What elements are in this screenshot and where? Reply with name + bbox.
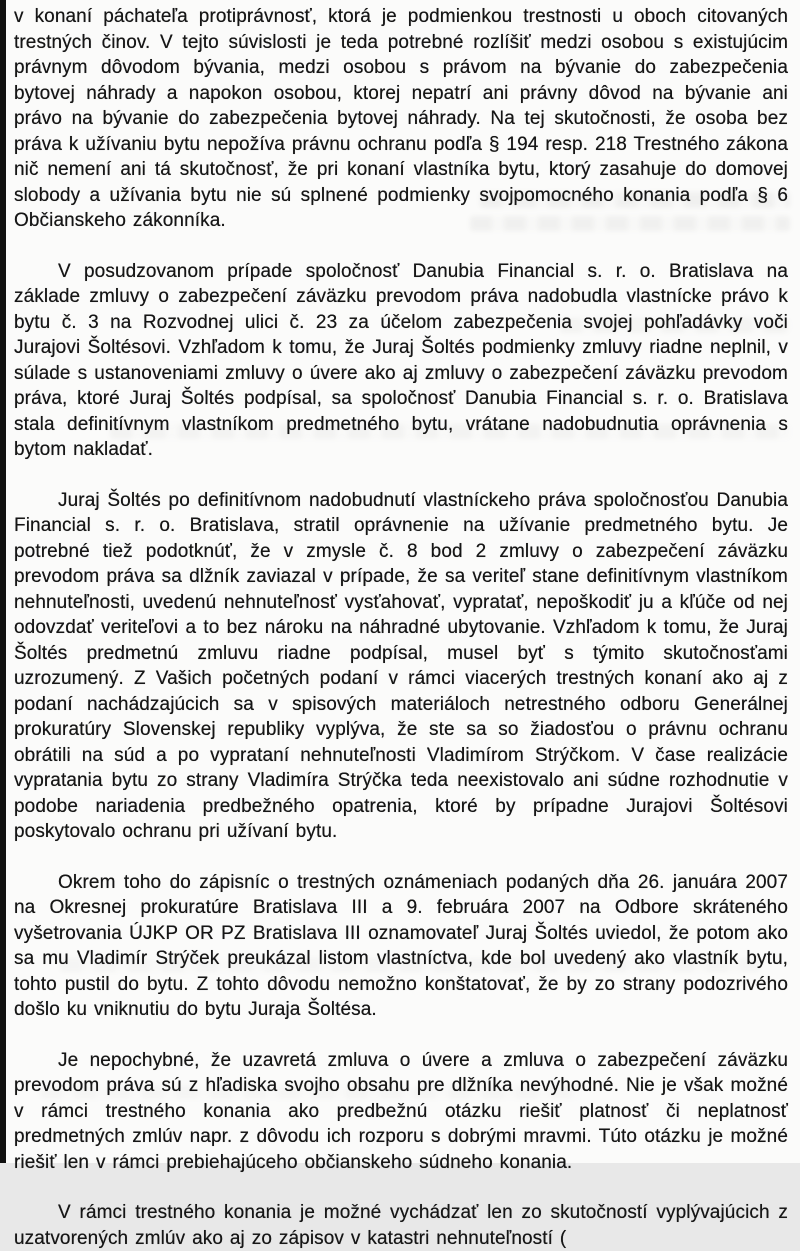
paragraph: V posudzovanom prípade spoločnosť Danubia Financial s. r. o. Bratislava na základe zmluvy o zabezpečení záväzku prevodom práva nadobudla vlastnícke právo k bytu č. 3 na Rozvodnej ulici č. 23 za účelom zabezpečenia svojej pohľadávky voči Jurajovi Šoltésovi. Vzhľadom k tomu, že Juraj Šoltés podmienky zmluvy riadne neplnil, v súlade s ustanoveniami zmluvy o úvere ako aj zmluvy o zabezpečení záväzku prevodom práva, ktoré Juraj Šoltés podpísal, sa spoločnosť Danubia Financial s. r. o. Bratislava stala definitívnym vlastníkom predmetného bytu, vrátane nadobudnutia oprávnenia s bytom nakladať. xyxy=(14,260,788,460)
document-body xyxy=(14,4,788,1251)
paragraph: Okrem toho do zápisníc o trestných oznámeniach podaných dňa 26. januára 2007 na Okresnej prokuratúre Bratislava III a 9. februára 2007 na Odbore skráteného vyšetrovania ÚJKP OR PZ Bratislava III oznamovateľ Juraj Šoltés uviedol, že potom ako sa mu Vladimír Strýček preukázal listom vlastníctva, kde bol uvedený ako vlastník bytu, tohto pustil do bytu. Z tohto dôvodu nemožno konštatovať, že by zo strany podozrivého došlo ku vniknutiu do bytu Juraja Šoltésa. xyxy=(14,871,788,1020)
paragraph: Juraj Šoltés po definitívnom nadobudnutí vlastníckeho práva spoločnosťou Danubia Financial s. r. o. Bratislava, stratil oprávnenie na užívanie predmetného bytu. Je potrebné tiež podotknúť, že v zmysle č. 8 bod 2 zmluvy o zabezpečení záväzku prevodom práva sa dlžník zaviazal v prípade, že sa veriteľ stane definitívnym vlastníkom nehnuteľnosti, uvedenú nehnuteľnosť vysťahovať, vypratať, nepoškodiť ju a kľúče od nej odovzdať veriteľovi a to bez nároku na náhradné ubytovanie. Vzhľadom k tomu, že Juraj Šoltés predmetnú zmluvu riadne podpísal, musel byť s týmito skutočnosťami uzrozumený. Z Vašich početných podaní v rámci viacerých trestných konaní ako aj z podaní nachádzajúcich sa v spisových materiáloch netrestného odboru Generálnej prokuratúry Slovenskej republiky vyplýva, že ste sa so žiadosťou o právnu ochranu obrátili na súd a po vyprataní nehnuteľnosti Vladimírom Strýčkom. V čase realizácie vypratania bytu zo strany Vladimíra Strýčka teda neexistovalo ani súdne rozhodnutie v podobe nariadenia predbežného opatrenia, ktoré by prípadne Jurajovi Šoltésovi poskytovalo ochranu pri užívaní bytu. xyxy=(14,489,788,842)
paragraph-truncated: V rámci trestného konania je možné vychádzať len zo skutočností vyplývajúcich z uzatvorených zmlúv ako aj zo zápisov v katastri nehnuteľností ( xyxy=(14,1202,788,1249)
scan-edge-artifact xyxy=(0,0,6,1163)
paragraph-continuation: v konaní páchateľa protiprávnosť, ktorá je podmienkou trestnosti u oboch citovaných trestných činov. V tejto súvislosti je teda potrebné rozlíšiť medzi osobou s existujúcim právnym dôvodom bývania, medzi osobou s právom na bývanie do zabezpečenia bytovej náhrady a napokon osobou, ktorej nepatrí ani právny dôvod na bývanie ani právo na bývanie do zabezpečenia bytovej náhrady. Na tej skutočnosti, že osoba bez práva k užívaniu bytu nepožíva právnu ochranu podľa § 194 resp. 218 Trestného zákona nič nemení ani tá skutočnosť, že pri konaní vlastníka bytu, ktorý zasahuje do domovej slobody a užívania bytu nie sú splnené podmienky svojpomocného konania podľa § 6 Občianskeho zákonníka. xyxy=(14,6,788,231)
paragraph: Je nepochybné, že uzavretá zmluva o úvere a zmluva o zabezpečení záväzku prevodom práva sú z hľadiska svojho obsahu pre dlžníka nevýhodné. Nie je však možné v rámci trestného konania ako predbežnú otázku riešiť platnosť či neplatnosť predmetných zmlúv napr. z dôvodu ich rozporu s dobrými mravmi. Túto otázku je možné riešiť len v rámci prebiehajúceho občianskeho súdneho konania. xyxy=(14,1049,788,1173)
